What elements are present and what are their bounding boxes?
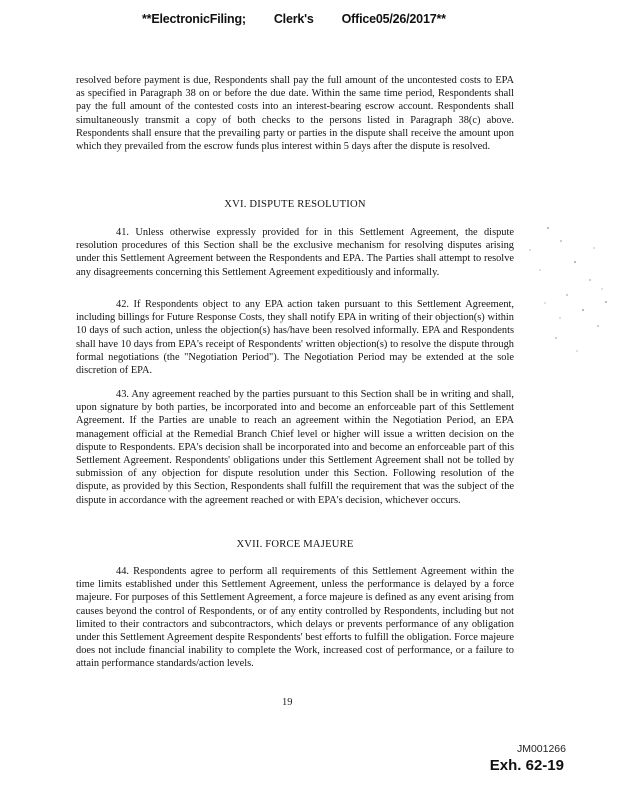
page-number: 19 (282, 697, 293, 708)
paragraph-43: 43. Any agreement reached by the parties pursuant to this Section shall be in writing and shall, upon signature by both parties, be incorporated into and become an enforceable part of this Settlement Agreement. If the Parties are unable to reach an agreement within the Negotiation Period, an EPA management official at the Remedial Branch Chief level or higher will issue a written decision on the dispute to Respondents. EPA's decision shall be incorporated into and become an enforceable part of this Settlement Agreement. Respondents' obligations under this Settlement Agreement shall not be tolled by submission of any objection for dispute resolution under this Section. Following resolution of the dispute, as provided by this Section, Respondents shall fulfill the requirement that was the subject of the dispute in accordance with the agreement reached or with EPA's decision, whichever occurs. (76, 389, 514, 506)
exhibit-label: Exh. 62-19 (489, 757, 564, 774)
section-xvii-heading: XVII. FORCE MAJEURE (236, 539, 354, 550)
bates-number: JM001266 (516, 743, 566, 755)
paragraph-44: 44. Respondents agree to perform all requirements of this Settlement Agreement within the time limits established under this Settlement Agreement, unless the performance is delayed by a force majeure. For purposes of this Settlement Agreement, a force majeure is defined as any event arising from causes beyond the control of Respondents, or of any entity controlled by Respondents, including but not limited to their contractors and subcontractors, which delays or prevents performance of any obligation under this Settlement Agreement despite Respondents' best efforts to fulfill the obligation. Force majeure does not include financial inability to complete the Work, increased cost of performance, or a failure to attain performance standards/action levels. (76, 566, 514, 670)
clerk-label: Clerk's (273, 12, 314, 26)
section-xvi-heading: XVI. DISPUTE RESOLUTION (224, 199, 366, 210)
intro-paragraph: resolved before payment is due, Respondents shall pay the full amount of the uncontested costs to EPA as specified in Paragraph 38 on or before the due date. Within the same time period, Respondents shall pay the full amount of the contested costs into an interest-bearing escrow account. Respondents shall simultaneously transmit a copy of both checks to the persons listed in Paragraph 38(c) above. Respondents shall ensure that the prevailing party or parties in the dispute shall receive the amount upon which they prevailed from the escrow funds plus interest within 5 days after the dispute is resolved. (76, 75, 514, 153)
filing-label: **ElectronicFiling; (142, 12, 246, 26)
office-date: Office05/26/2017** (341, 12, 446, 26)
electronic-filing-stamp (142, 12, 446, 26)
paragraph-41: 41. Unless otherwise expressly provided for in this Settlement Agreement, the dispute resolution procedures of this Section shall be the exclusive mechanism for resolving disputes arising under this Settlement Agreement between the Respondents and EPA. The Parties shall attempt to resolve any disagreements concerning this Settlement Agreement expeditiously and informally. (76, 227, 514, 278)
paragraph-42: 42. If Respondents object to any EPA action taken pursuant to this Settlement Agreement, including billings for Future Response Costs, they shall notify EPA in writing of their objection(s) within 10 days of such action, unless the objection(s) has/have been resolved informally. EPA and Respondents shall have 10 days from EPA's receipt of Respondents' written objection(s) to resolve the dispute through formal negotiations (the "Negotiation Period"). The Negotiation Period may be extended at the sole discretion of EPA. (76, 299, 514, 377)
